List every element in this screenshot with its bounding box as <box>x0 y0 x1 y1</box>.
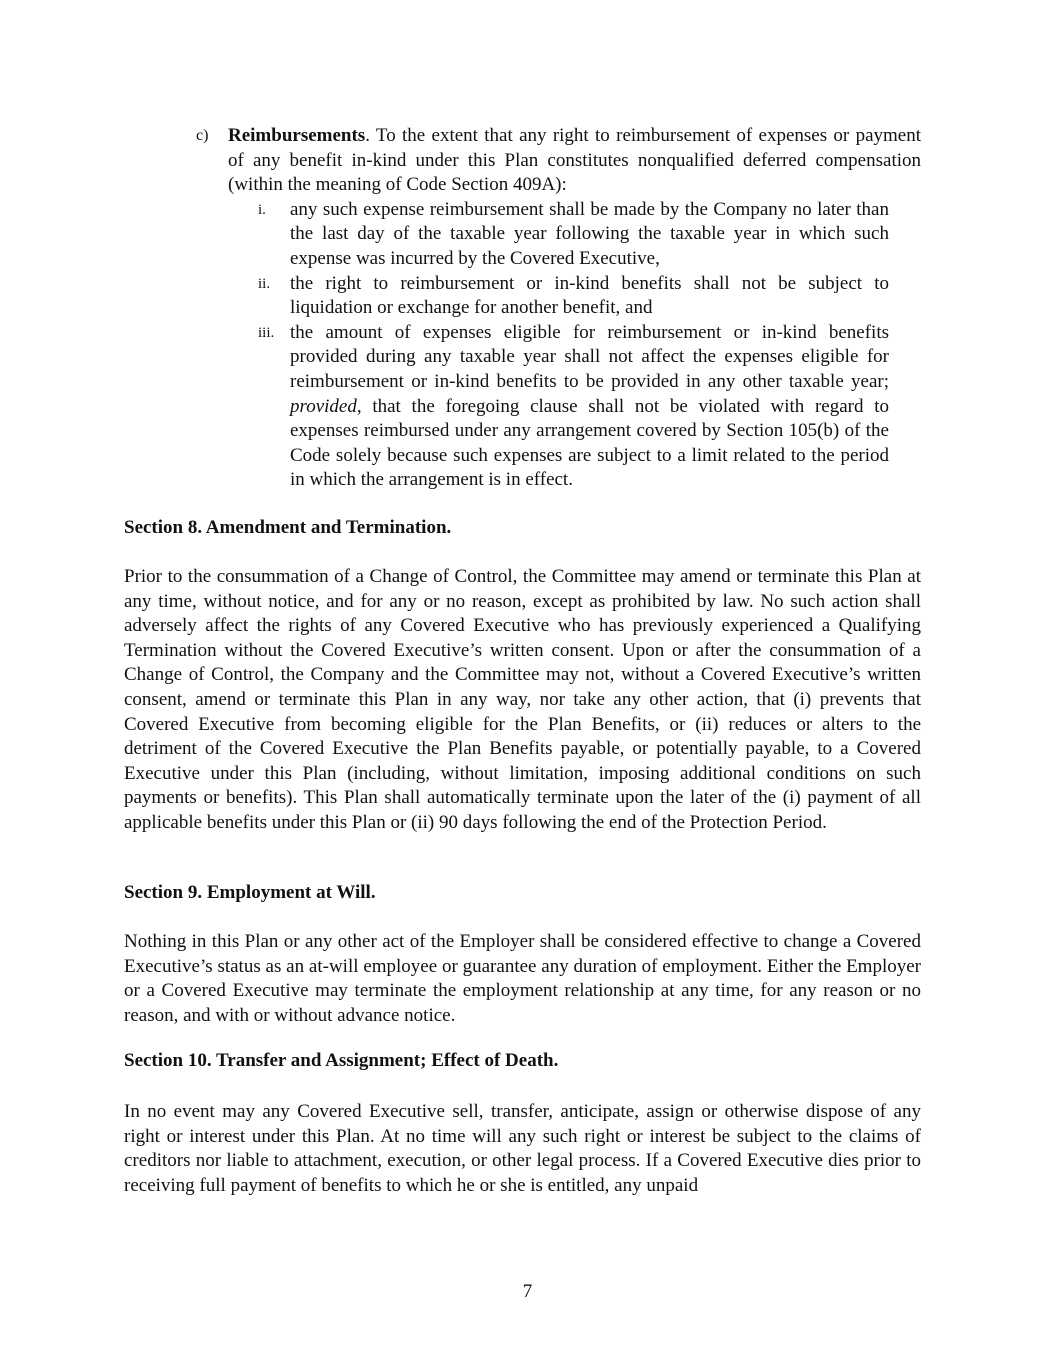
clause-marker: c) <box>196 127 209 144</box>
sub-item-iii <box>258 321 889 493</box>
section-9-body: Nothing in this Plan or any other act of the Employer shall be considered effective to change a Covered Executive’s status as an at-will employee or guarantee any duration of employment. Either the Employer or a Covered Executive may terminate the employment relationship at any time, for any reason or no reason, and with or without advance notice. <box>124 931 921 1026</box>
sub-item-marker: iii. <box>258 324 275 341</box>
section-10-body: In no event may any Covered Executive sell, transfer, anticipate, assign or otherwise dispose of any right or interest under this Plan. At no time will any such right or interest be subject to the claims of creditors nor liable to attachment, execution, or other legal process. If a Covered Executive dies prior to receiving full payment of benefits to which he or she is entitled, any unpaid <box>124 1101 921 1196</box>
clause-intro: . To the extent that any right to reimbursement of expenses or payment of any benefit in-kind under this Plan constitutes nonqualified deferred compensation (within the meaning of Code Section 409A): <box>228 125 921 196</box>
sub-item-marker: i. <box>258 201 266 218</box>
section-10-heading: Section 10. Transfer and Assignment; Effect of Death. <box>124 1050 559 1071</box>
section-8-heading: Section 8. Amendment and Termination. <box>124 517 452 538</box>
section-8-body: Prior to the consummation of a Change of Control, the Committee may amend or terminate this Plan at any time, without notice, and for any or no reason, except as prohibited by law. No such action shall adversely affect the rights of any Covered Executive who has previously experienced a Qualifying Termination without the Covered Executive’s written consent. Upon or after the consummation of a Change of Control, the Company and the Committee may not, without a Covered Executive’s written consent, amend or terminate this Plan in any way, nor take any other action, that (i) prevents that Covered Executive from becoming eligible for the Plan Benefits, or (ii) reduces or alters to the detriment of the Covered Executive the Plan Benefits payable, or potentially payable, to a Covered Executive under this Plan (including, without limitation, imposing additional conditions on such payments or benefits). This Plan shall automatically terminate upon the later of the (i) payment of all applicable benefits under this Plan or (ii) 90 days following the end of the Protection Period. <box>124 566 921 833</box>
sub-item-text-part: , that the foregoing clause shall not be violated with regard to expenses reimbursed under any arrangement covered by Section 105(b) of the Code solely because such expenses are subject to a limit related to the period in which the arrangement is in effect. <box>290 395 889 491</box>
sub-item-text <box>290 321 889 493</box>
page-number: 7 <box>522 1281 533 1302</box>
clause-title: Reimbursements <box>228 125 366 146</box>
sub-item-text-part: the amount of expenses eligible for reimbursement or in-kind benefits provided during any taxable year shall not affect the expenses eligible for reimbursement or in-kind benefits to be provided in any other taxable year; <box>290 321 889 392</box>
section-9-heading: Section 9. Employment at Will. <box>124 882 376 903</box>
sub-item-marker: ii. <box>258 275 271 292</box>
sub-item-text: any such expense reimbursement shall be made by the Company no later than the last day of the taxable year following the taxable year in which such expense was incurred by the Covered Executive, <box>290 198 889 269</box>
clause-body <box>228 124 921 198</box>
sub-item-text: the right to reimbursement or in-kind benefits shall not be subject to liquidation or exchange for another benefit, and <box>290 272 889 319</box>
sub-item-italic: provided <box>290 395 357 417</box>
sub-item-ii <box>258 272 889 321</box>
reimbursements-clause <box>196 124 921 493</box>
sub-item-i <box>258 198 889 272</box>
